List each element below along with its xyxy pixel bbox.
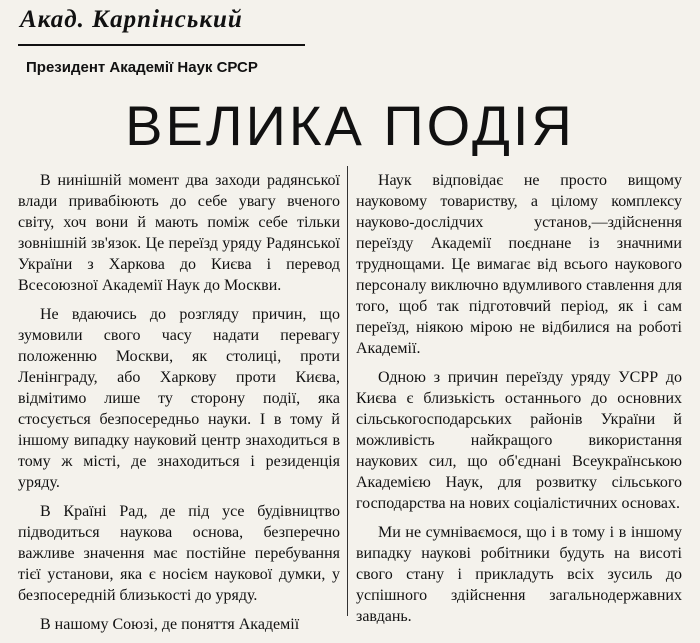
author-underline	[18, 44, 305, 46]
column-divider	[347, 166, 348, 616]
paragraph: В нашому Союзі, де поняття Академії	[40, 616, 300, 633]
author-position: Президент Академії Наук СРСР	[26, 59, 258, 76]
paragraph: В Країні Рад, де під усе будівництво підводиться наукова основа, безперечно важливе значення має постійне перебування тієї установи, яка є носієм наукової думки, у безпосередній близькості до уряду.	[18, 503, 340, 604]
paragraph: Одною з причин переїзду уряду УСРР до Києва є близькість останнього до основних сільськогосподарських районів України й можливість найкращого використання наукових сил, що об'єднані Всеукраїнською Академією Наук, для розвитку сільського господарства на нових соціалістичних основах.	[356, 369, 682, 512]
paragraph: В нинішній момент два заходи радянської влади привабіюють до себе увагу вченого світу, хоч вони й мають поміж себе тільки зовнішній зв'язок. Це переїзд уряду Радянської України з Харкова до Києва і перевод Всесоюзної Академії Наук до Москви.	[18, 172, 340, 294]
paragraph: Наук відповідає не просто вищому науковому товариству, а цілому комплексу науково-дослідчих установ,—здійснення переїзду Академії поєднане із значними труднощами. Це вимагає від всього наукового персоналу виключно вдумливого ставлення для того, щоб так підготовчий період, як і сам переїзд, ніякою мірою не відбилися на роботі Академії.	[356, 172, 682, 357]
article-column-left	[18, 170, 340, 643]
article-column-right	[356, 170, 682, 635]
paragraph: Ми не сумніваємося, що і в тому і в іншому випадку наукові робітники будуть на висоті свого стану і прикладуть всіх зусиль до успішного здійснення загальнодержавних завдань.	[356, 524, 682, 625]
headline: ВЕЛИКА ПОДІЯ	[125, 94, 575, 157]
paragraph: Не вдаючись до розгляду причин, що зумовили свого часу надати перевагу положенню Москви, як столиці, проти Ленінграду, або Харкову проти Києва, відмітимо лише ту сторону події, яка стосується безпосередньо науки. І в тому й іншому випадку науковий центр знаходиться в тому ж місті, де знаходиться і резиденція уряду.	[18, 306, 340, 491]
author-name: Акад. Карпінський	[20, 6, 243, 33]
